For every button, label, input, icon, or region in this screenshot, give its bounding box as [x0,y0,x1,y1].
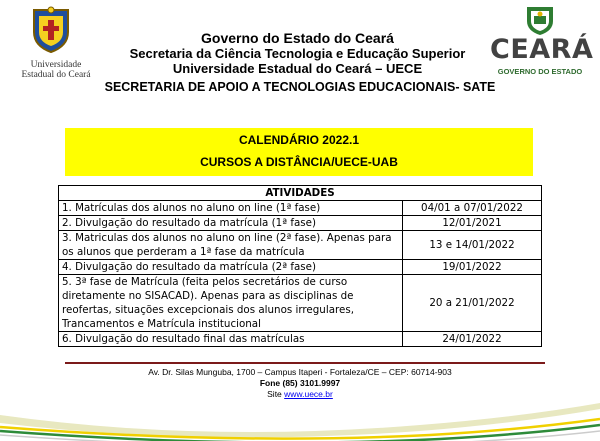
date-cell: 13 e 14/01/2022 [403,231,542,260]
date-cell: 12/01/2021 [403,216,542,231]
uece-crest-icon [30,6,72,54]
activity-cell: 5. 3ª fase de Matrícula (feita pelos secretários de curso diretamente no SISACAD). Apenas para as disciplinas de reofertas, situações excepcionais dos alunos irregulares, Trancamentos e Matrícula institucional [59,275,403,332]
date-cell: 24/01/2022 [403,332,542,347]
table-row [59,275,542,332]
header-line-3: Universidade Estadual do Ceará – UECE [172,61,423,76]
website-link[interactable]: www.uece.br [284,389,333,399]
letterhead [90,30,505,76]
table-row [59,201,542,216]
table-row [59,216,542,231]
header-line-2: Secretaria da Ciência Tecnologia e Educação Superior [129,46,466,61]
date-cell: 04/01 a 07/01/2022 [403,201,542,216]
activity-cell: 3. Matriculas dos alunos no aluno on line (2ª fase). Apenas para os alunos que perderam a 1ª fase da matrícula [59,231,403,260]
activity-cell: 6. Divulgação do resultado final das matrículas [59,332,403,347]
calendar-banner [65,128,533,176]
table-header-row [59,186,542,201]
ceara-coat-of-arms-icon [524,4,556,36]
university-name-line2: Estadual do Ceará [21,70,91,80]
activity-cell: 4. Divulgação do resultado da matrícula (2ª fase) [59,260,403,275]
date-cell: 20 a 21/01/2022 [403,275,542,332]
ceara-wordmark: CEARÁ [490,34,594,65]
date-cell: 19/01/2022 [403,260,542,275]
table-header: ATIVIDADES [59,186,542,201]
footer-divider [65,362,545,364]
footer-site-label: Site [267,389,282,399]
footer-address: Av. Dr. Silas Munguba, 1700 – Campus Itaperi - Fortaleza/CE – CEP: 60714-903 [148,367,452,377]
ceara-subtitle: GOVERNO DO ESTADO [497,67,583,76]
uece-logo [6,6,98,84]
calendar-subtitle: CURSOS A DISTÂNCIA/UECE-UAB [200,155,398,169]
university-name-line1: Universidade [30,60,82,70]
activity-cell: 1. Matrículas dos alunos no aluno on line (1ª fase) [59,201,403,216]
decorative-swoosh [0,395,600,441]
footer-phone: Fone (85) 3101.9997 [259,378,341,388]
activities-table [58,185,542,347]
table-row [59,332,542,347]
table-row [59,260,542,275]
header-line-4: SECRETARIA DE APOIO A TECNOLOGIAS EDUCACIONAIS- SATE [104,80,496,94]
ceara-government-logo [490,4,594,82]
activity-cell: 2. Divulgação do resultado da matrícula (1ª fase) [59,216,403,231]
table-row [59,231,542,260]
calendar-title: CALENDÁRIO 2022.1 [238,133,360,147]
header-line-1: Governo do Estado do Ceará [201,30,394,46]
